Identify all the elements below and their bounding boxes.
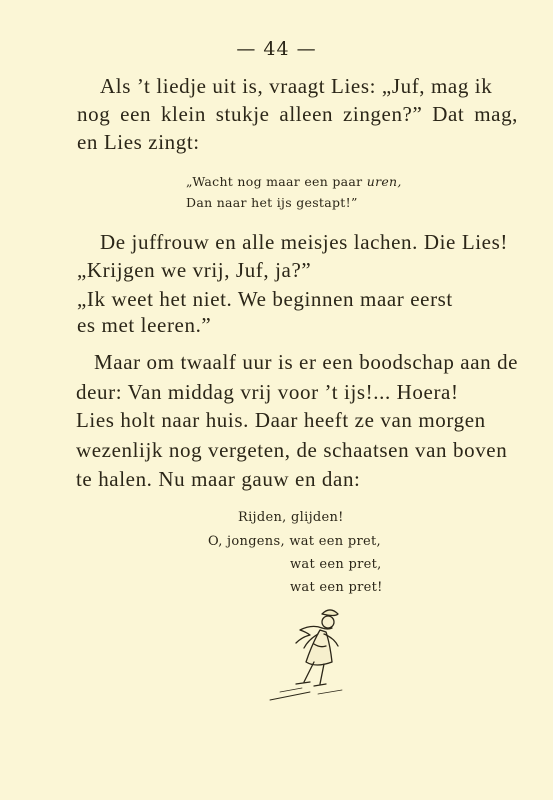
paragraph-line: wezenlijk nog vergeten, de schaatsen van boven [76, 438, 508, 462]
song-line-emphasis: uren, [366, 174, 402, 189]
verse-line: wat een pret! [290, 580, 383, 595]
paragraph-line: „Krijgen we vrij, Juf, ja?” [77, 258, 312, 282]
paragraph-line: Lies holt naar huis. Daar heeft ze van morgen [76, 408, 486, 432]
skater-illustration [262, 604, 372, 704]
verse-line: Rijden, glijden! [238, 510, 344, 525]
page-number: — 44 — [236, 38, 317, 60]
paragraph-line: nog een klein stukje alleen zingen?” Dat mag, [77, 102, 519, 126]
paragraph-line: te halen. Nu maar gauw en dan: [76, 467, 361, 491]
song-line [186, 174, 402, 189]
paragraph-line: Als ’t liedje uit is, vraagt Lies: „Juf, mag ik [100, 74, 493, 98]
paragraph-line: De juffrouw en alle meisjes lachen. Die Lies! [100, 230, 508, 254]
paragraph-line: en Lies zingt: [77, 130, 200, 154]
verse-line: wat een pret, [290, 557, 382, 572]
song-line: Dan naar het ijs gestapt!” [186, 195, 358, 210]
paragraph-line: Maar om twaalf uur is er een boodschap aan de [94, 350, 519, 374]
song-line-text: „Wacht nog maar een paar [186, 174, 367, 189]
paragraph-line: es met leeren.” [77, 313, 212, 337]
paragraph-line: „Ik weet het niet. We beginnen maar eerst [77, 287, 453, 311]
verse-line: O, jongens, wat een pret, [208, 534, 381, 549]
paragraph-line: deur: Van middag vrij voor ’t ijs!... Hoera! [76, 380, 459, 404]
